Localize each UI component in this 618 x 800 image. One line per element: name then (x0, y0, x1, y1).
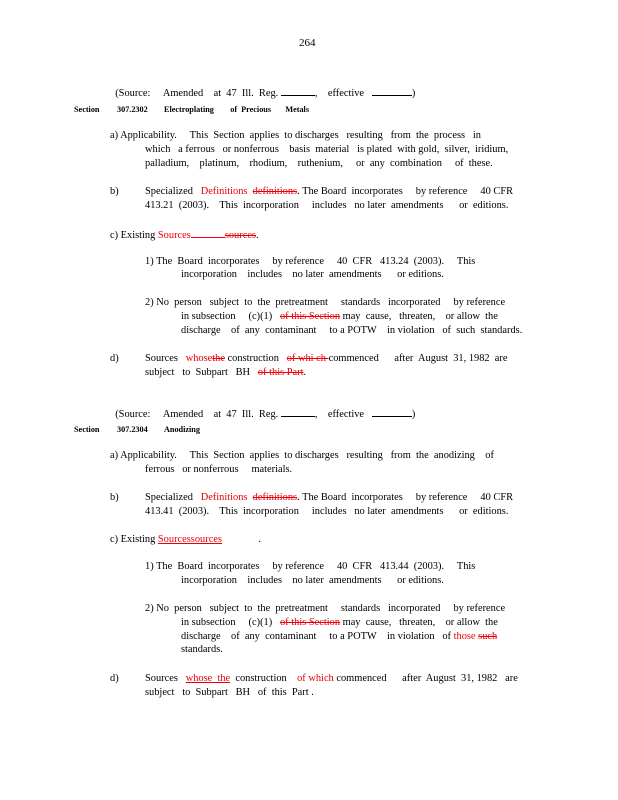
section-title: Anodizing (164, 425, 200, 434)
text: . (258, 534, 261, 545)
paragraph-a-line: ferrous or nonferrous materials. (145, 464, 293, 475)
inserted-text: Sourcessources (157, 534, 222, 545)
paragraph-a-line: a) Applicability. This Section applies to discharges resulting from the process in (110, 130, 481, 141)
text: may cause, threaten, or allow the (340, 617, 498, 628)
deleted-text: definitions (252, 186, 298, 197)
item-2-line: 2) No person subject to the pretreatment standards incorporated by reference (145, 297, 506, 308)
paragraph-b-marker: b) (110, 186, 119, 197)
section-title: Electroplating of Precious Metals (164, 105, 310, 114)
blank-line (281, 86, 315, 96)
paragraph-d-line: subject to Subpart BH of this Part . (145, 687, 314, 698)
inserted-text: Definitions (200, 492, 248, 503)
deleted-text: sources (224, 230, 256, 241)
source-text: Amended at 47 Ill. Reg. (162, 409, 279, 420)
deleted-text: of whi ch (286, 353, 329, 364)
text: . The Board incorporates by reference 40 CFR (297, 186, 514, 197)
item-2-line: 2) No person subject to the pretreatment standards incorporated by reference (145, 603, 506, 614)
paragraph-b-line: 413.21 (2003). This incorporation includes no later amendments or editions. (145, 200, 509, 211)
section-number: 307.2302 (117, 105, 148, 114)
paragraph-b-line (145, 491, 513, 504)
source-close: ) (411, 88, 416, 99)
source-note (110, 394, 415, 421)
paragraph-a-line: which a ferrous or nonferrous basis material is plated with gold, silver, iridium, (145, 144, 509, 155)
deleted-text: of this Section (279, 617, 341, 628)
text: c) Existing (110, 230, 158, 241)
item-2-line (181, 616, 498, 629)
blank-line (372, 86, 412, 96)
text: . (303, 367, 307, 378)
item-2-line (181, 310, 498, 323)
text: in subsection (c)(1) (181, 311, 273, 322)
paragraph-d-marker: d) (110, 673, 119, 684)
source-comma: , (314, 409, 318, 420)
paragraph-b-marker: b) (110, 492, 119, 503)
item-2-line (181, 630, 497, 643)
section-label: Section (74, 425, 100, 434)
source-effective: effective (327, 88, 365, 99)
item-1-line: 1) The Board incorporates by reference 40 CFR 413.44 (2003). This (145, 561, 476, 572)
text: c) Existing (110, 534, 158, 545)
deleted-text: the (212, 353, 225, 364)
text: Specialized (145, 186, 193, 197)
text: Sources (145, 353, 178, 364)
item-1-line: 1) The Board incorporates by reference 40 CFR 413.24 (2003). This (145, 256, 476, 267)
item-2-line: discharge of any contaminant to a POTW in violation of such standards. (181, 325, 523, 336)
paragraph-d-line (145, 366, 306, 379)
text: construction (230, 673, 298, 684)
paragraph-a-line: palladium, platinum, rhodium, ruthenium, or any combination of these. (145, 158, 493, 169)
source-open: (Source: (115, 88, 151, 99)
paragraph-a-line: a) Applicability. This Section applies to discharges resulting from the anodizing of (110, 450, 494, 461)
source-effective: effective (327, 409, 365, 420)
source-comma: , (314, 88, 318, 99)
source-text: Amended at 47 Ill. Reg. (162, 88, 279, 99)
inserted-text: whose (185, 353, 213, 364)
text: construction (224, 353, 279, 364)
text: subject to Subpart BH (145, 367, 251, 378)
text: Sources (145, 673, 178, 684)
item-1-line: incorporation includes no later amendments or editions. (181, 269, 444, 280)
source-close: ) (411, 409, 416, 420)
paragraph-d-marker: d) (110, 353, 119, 364)
text: may cause, threaten, or allow the (340, 311, 498, 322)
inserted-blank (191, 228, 225, 238)
text: in subsection (c)(1) (181, 617, 273, 628)
deleted-text: such (478, 631, 498, 642)
section-number: 307.2304 (117, 425, 148, 434)
deleted-text: definitions (252, 492, 298, 503)
blank-line (281, 407, 315, 417)
source-open: (Source: (115, 409, 151, 420)
deleted-text: of this Part (257, 367, 304, 378)
inserted-text: of which (297, 673, 334, 684)
text: commenced after August 31, 1982 are (333, 673, 518, 684)
section-label: Section (74, 105, 100, 114)
inserted-text: Sources (157, 230, 191, 241)
page-number: 264 (299, 37, 316, 49)
text: discharge of any contaminant to a POTW in violation of (181, 631, 454, 642)
paragraph-d-line (145, 672, 518, 685)
item-2-line: standards. (181, 644, 223, 655)
paragraph-b-line: 413.41 (2003). This incorporation includes no later amendments or editions. (145, 506, 509, 517)
text: commenced after August 31, 1982 are (328, 353, 508, 364)
paragraph-d-line (145, 352, 507, 365)
inserted-text: those (453, 631, 476, 642)
blank-line (372, 407, 412, 417)
text: . The Board incorporates by reference 40 CFR (297, 492, 514, 503)
inserted-text: Definitions (200, 186, 248, 197)
deleted-text: of this Section (279, 311, 341, 322)
text: Specialized (145, 492, 193, 503)
paragraph-c (110, 533, 261, 546)
paragraph-b-line (145, 185, 513, 198)
source-note (110, 73, 415, 100)
item-1-line: incorporation includes no later amendments or editions. (181, 575, 444, 586)
text: . (255, 230, 259, 241)
inserted-text: whose the (185, 673, 231, 684)
paragraph-c (110, 228, 259, 242)
